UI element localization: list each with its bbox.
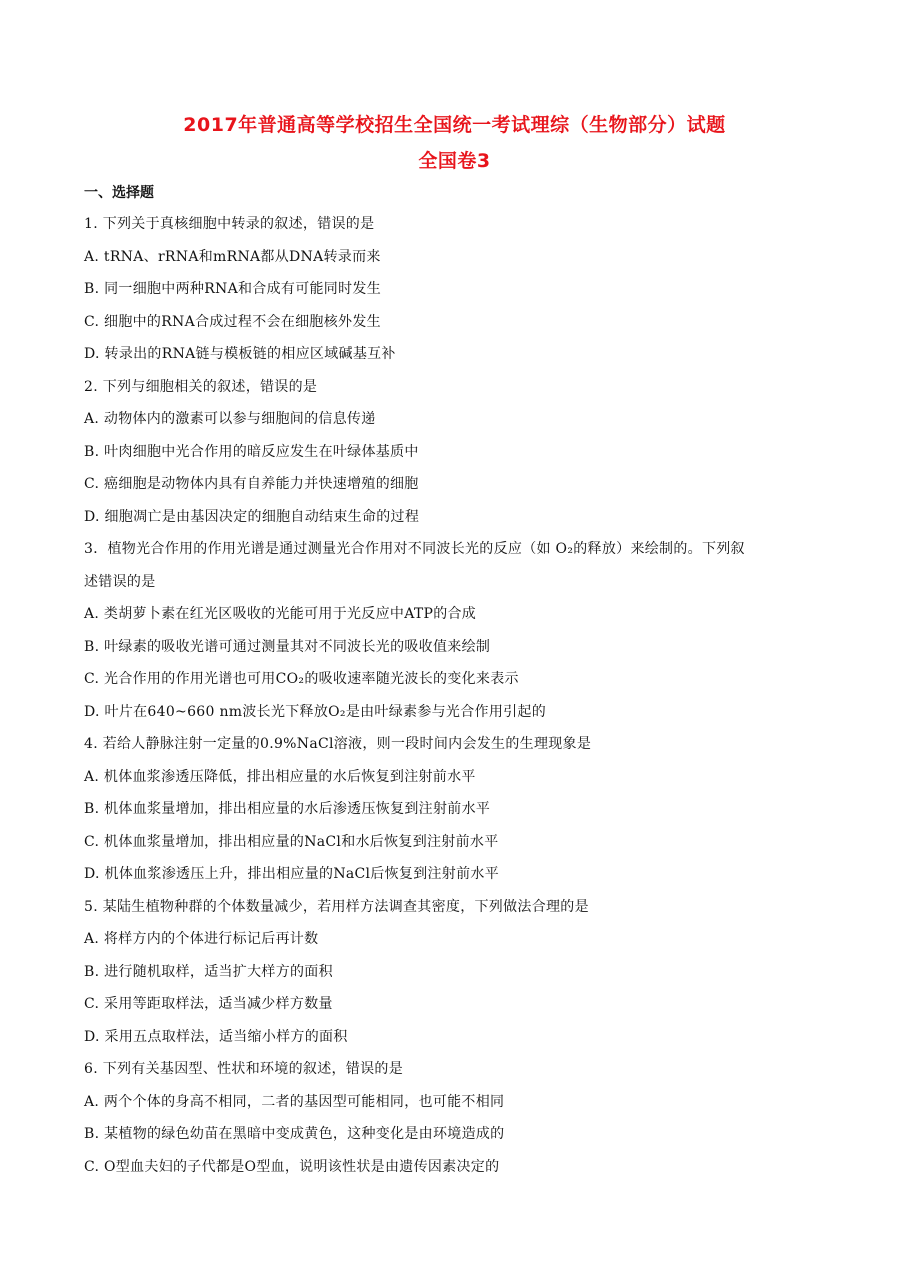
answer-option: B. 叶肉细胞中光合作用的暗反应发生在叶绿体基质中 [84,443,419,460]
answer-option: C. O型血夫妇的子代都是O型血，说明该性状是由遗传因素决定的 [84,1158,500,1175]
question-list [84,208,829,1183]
answer-option: A. tRNA、rRNA和mRNA都从DNA转录而来 [84,248,381,265]
question-stem: 1. 下列关于真核细胞中转录的叙述，错误的是 [84,216,375,232]
question-stem: 4. 若给人静脉注射一定量的0.9%NaCl溶液，则一段时间内会发生的生理现象是 [84,736,592,752]
answer-option: A. 动物体内的激素可以参与细胞间的信息传递 [84,411,376,427]
answer-option: A. 将样方内的个体进行标记后再计数 [84,931,319,947]
answer-option: D. 细胞凋亡是由基因决定的细胞自动结束生命的过程 [84,508,420,525]
section-heading: 一、选择题 [84,185,154,201]
answer-option: C. 癌细胞是动物体内具有自养能力并快速增殖的细胞 [84,476,419,492]
answer-option: B. 机体血浆量增加，排出相应量的水后渗透压恢复到注射前水平 [84,801,491,817]
answer-option: C. 光合作用的作用光谱也可用CO₂的吸收速率随光波长的变化来表示 [84,671,519,687]
question-stem: 5. 某陆生植物种群的个体数量减少，若用样方法调查其密度，下列做法合理的是 [84,898,589,915]
answer-option: C. 机体血浆量增加，排出相应量的NaCl和水后恢复到注射前水平 [84,833,499,850]
answer-option: D. 转录出的RNA链与模板链的相应区域碱基互补 [84,346,396,362]
answer-option: B. 进行随机取样，适当扩大样方的面积 [84,963,333,980]
answer-option: C. 采用等距取样法，适当减少样方数量 [84,996,333,1012]
question-text-continuation: 述错误的是 [84,573,156,590]
answer-option: A. 机体血浆渗透压降低，排出相应量的水后恢复到注射前水平 [84,768,476,785]
answer-option: B. 同一细胞中两种RNA和合成有可能同时发生 [84,281,381,297]
question-stem: 3．植物光合作用的作用光谱是通过测量光合作用对不同波长光的反应（如 O₂的释放）来绘制的。下列叙 [84,541,745,557]
answer-option: D. 叶片在640~660 nm波长光下释放O₂是由叶绿素参与光合作用引起的 [84,703,547,720]
question-stem: 6. 下列有关基因型、性状和环境的叙述，错误的是 [84,1061,404,1077]
answer-option: B. 叶绿素的吸收光谱可通过测量其对不同波长光的吸收值来绘制 [84,638,491,655]
document-title: 2017年普通高等学校招生全国统一考试理综（生物部分）试题 [183,114,726,136]
answer-option: A. 类胡萝卜素在红光区吸收的光能可用于光反应中ATP的合成 [84,606,477,622]
answer-option: B. 某植物的绿色幼苗在黑暗中变成黄色，这种变化是由环境造成的 [84,1126,505,1142]
answer-option: A. 两个个体的身高不相同，二者的基因型可能相同，也可能不相同 [84,1093,505,1110]
answer-option: D. 采用五点取样法，适当缩小样方的面积 [84,1028,348,1045]
document-subtitle: 全国卷3 [418,150,491,172]
question-stem: 2. 下列与细胞相关的叙述，错误的是 [84,378,318,395]
answer-option: D. 机体血浆渗透压上升，排出相应量的NaCl后恢复到注射前水平 [84,866,500,882]
answer-option: C. 细胞中的RNA合成过程不会在细胞核外发生 [84,313,381,330]
